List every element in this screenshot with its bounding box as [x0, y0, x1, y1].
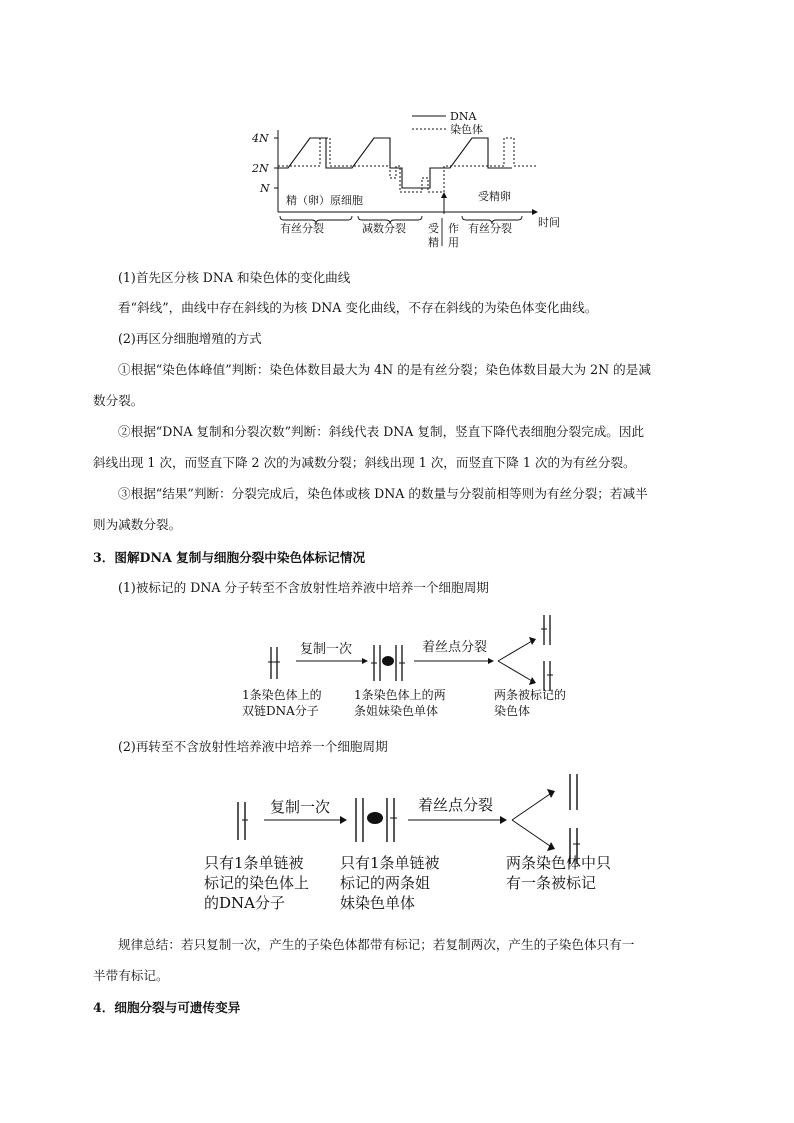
f2-cap1-l1: 只有1条单链被 — [204, 854, 304, 872]
f2-centromere — [367, 812, 383, 824]
f1-cap3-l2: 染色体 — [494, 704, 531, 718]
f2-cap2-l1: 只有1条单链被 — [340, 854, 440, 872]
f2-split-down-head — [547, 842, 555, 851]
label-figure-2 — [200, 768, 630, 916]
para-step2: (2)再区分细胞增殖的方式 — [118, 331, 262, 346]
f1-split-up — [498, 641, 532, 661]
y-tick-n: N — [260, 182, 270, 195]
para-slant-rule: 看“斜线”，曲线中存在斜线的为核 DNA 变化曲线，不存在斜线的为染色体变化曲线。 — [118, 300, 598, 315]
stage-label-fert-1b: 精 — [428, 236, 439, 249]
label-germline-cells: 精（卵）原细胞 — [286, 194, 363, 207]
section3-heading: 3．图解DNA 复制与细胞分裂中染色体标记情况 — [93, 550, 366, 565]
label-fertilized-egg: 受精卵 — [478, 190, 511, 203]
stage-label-fert-2b: 用 — [448, 236, 459, 249]
f2-arrow2-label: 着丝点分裂 — [418, 796, 494, 814]
graph-svg — [250, 100, 572, 252]
para-rule2-line1: ②根据“DNA 复制和分裂次数”判断：斜线代表 DNA 复制，竖直下降代表细胞分裂完成。因此 — [118, 424, 645, 439]
summary-line1: 规律总结：若只复制一次，产生的子染色体都带有标记；若复制两次，产生的子染色体只有一 — [118, 937, 635, 952]
dna-curve — [278, 138, 512, 188]
figure1-svg — [238, 605, 584, 721]
f1-arrow1-label: 复制一次 — [300, 642, 353, 657]
para-rule3-line2: 则为减数分裂。 — [93, 517, 182, 532]
f1-cap2-l1: 1条染色体上的两 — [354, 688, 446, 702]
f1-cap2-l2: 条姐妹染色单体 — [354, 704, 439, 718]
f1-cap1-l1: 1条染色体上的 — [242, 688, 322, 702]
f2-arrow1-label: 复制一次 — [270, 798, 331, 816]
f1-arrow2-label: 着丝点分裂 — [422, 640, 488, 655]
f2-split-up-head — [547, 789, 555, 798]
f1-split-up-head — [529, 637, 536, 645]
legend-dna-label: DNA — [450, 110, 477, 123]
section3-sub2: (2)再转至不含放射性培养液中培养一个细胞周期 — [118, 739, 388, 754]
stage-label-mitosis-2: 有丝分裂 — [468, 222, 512, 235]
y-tick-2n: 2N — [252, 162, 269, 175]
f2-cap1-l2: 标记的染色体上 — [204, 874, 310, 892]
f2-arrow1-head — [340, 816, 347, 824]
legend-chrom-label: 染色体 — [450, 123, 483, 136]
y-tick-4n: 4N — [252, 132, 269, 145]
f1-arrow2-head — [488, 658, 494, 664]
f1-split-down — [498, 661, 532, 681]
dna-chromosome-graph — [250, 100, 572, 252]
fertilization-arrow — [441, 192, 447, 198]
f2-cap1-l3: 的DNA分子 — [204, 894, 285, 912]
para-step1: (1)首先区分核 DNA 和染色体的变化曲线 — [118, 270, 351, 285]
section3-sub1: (1)被标记的 DNA 分子转至不含放射性培养液中培养一个细胞周期 — [118, 580, 489, 595]
axis-label-time: 时间 — [538, 216, 560, 229]
para-rule2-line2: 斜线出现 1 次，而竖直下降 2 次的为减数分裂；斜线出现 1 次，而竖直下降 1 次的为有丝分裂。 — [93, 455, 636, 470]
stage-label-fert-1a: 受 — [428, 222, 439, 235]
stage-label-mitosis-1: 有丝分裂 — [280, 222, 324, 235]
f1-arrow1-head — [362, 658, 368, 664]
figure2-svg — [200, 768, 630, 916]
f2-split-up — [512, 794, 550, 820]
f1-cap3-l1: 两条被标记的 — [494, 688, 567, 702]
f2-arrow2-head — [500, 816, 507, 824]
f1-split-down-head — [529, 677, 536, 685]
f1-centromere — [382, 656, 394, 666]
f2-cap3-l1: 两条染色体中只 — [506, 854, 612, 872]
f2-split-down — [512, 820, 550, 846]
stage-label-fert-2a: 作 — [448, 222, 459, 235]
stage-label-meiosis: 减数分裂 — [362, 222, 406, 235]
x-axis-arrow — [532, 209, 538, 215]
para-rule1-line2: 数分裂。 — [93, 393, 144, 408]
chromosome-curve — [278, 138, 536, 192]
f2-cap2-l2: 标记的两条姐 — [340, 874, 431, 892]
para-rule1-line1: ①根据“染色体峰值”判断：染色体数目最大为 4N 的是有丝分裂；染色体数目最大为 2N 的是减 — [118, 362, 651, 377]
summary-line2: 半带有标记。 — [93, 968, 169, 983]
section4-heading: 4．细胞分裂与可遗传变异 — [93, 1000, 241, 1015]
f2-cap3-l2: 有一条被标记 — [506, 874, 597, 892]
f2-cap2-l3: 妹染色单体 — [340, 894, 416, 912]
label-figure-1 — [238, 605, 584, 721]
f1-cap1-l2: 双链DNA分子 — [242, 704, 319, 718]
para-rule3-line1: ③根据“结果”判断：分裂完成后，染色体或核 DNA 的数量与分裂前相等则为有丝分裂；若减半 — [118, 486, 648, 501]
